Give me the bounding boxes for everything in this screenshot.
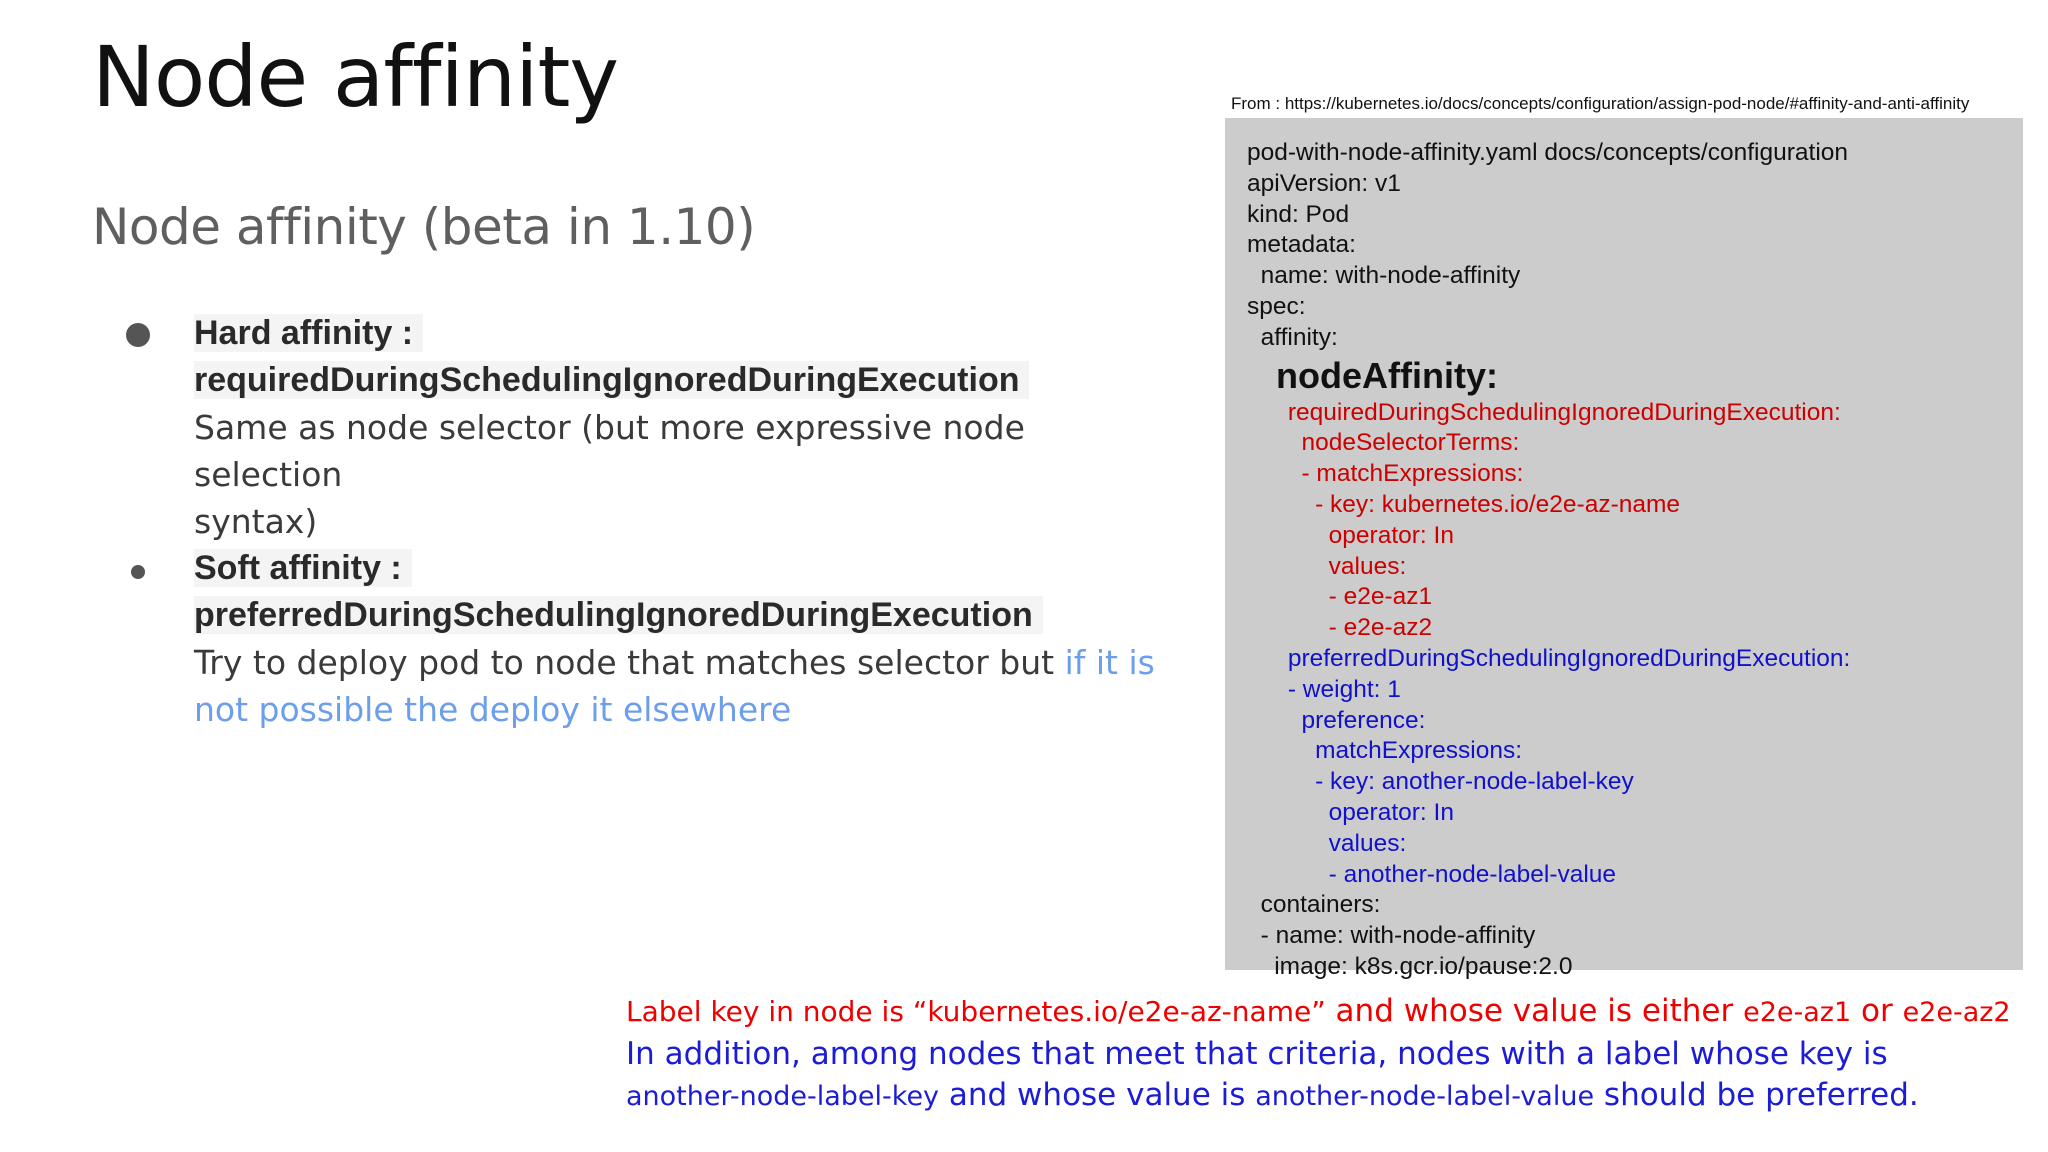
yaml-line: - weight: 1: [1247, 675, 1401, 703]
bullet-soft-affinity: [120, 545, 1180, 733]
yaml-line: preferredDuringSchedulingIgnoredDuringExecution:: [1247, 644, 1851, 672]
note-text: should be preferred.: [1594, 1077, 1919, 1113]
note-line-1: [626, 990, 2026, 1034]
yaml-line: - e2e-az1: [1247, 583, 1433, 611]
yaml-line: values:: [1247, 552, 1407, 580]
yaml-line: image: k8s.gcr.io/pause:2.0: [1247, 952, 1573, 980]
source-reference: From : https://kubernetes.io/docs/concepts/configuration/assign-pod-node/#affinity-and-anti-affinity: [1231, 94, 1970, 113]
hard-affinity-desc-line1: Same as node selector (but more expressive node selection: [194, 408, 1025, 494]
yaml-line: matchExpressions:: [1247, 737, 1523, 765]
bullet-list: [120, 310, 1180, 733]
yaml-line: - key: kubernetes.io/e2e-az-name: [1247, 490, 1681, 518]
yaml-line: - e2e-az2: [1247, 614, 1433, 642]
yaml-line: - matchExpressions:: [1247, 460, 1524, 488]
yaml-line: - another-node-label-value: [1247, 860, 1617, 888]
yaml-line: pod-with-node-affinity.yaml docs/concepts/configuration: [1247, 139, 1849, 166]
yaml-line: affinity:: [1247, 323, 1338, 351]
note-line-3: [626, 1075, 2026, 1117]
soft-affinity-desc-line2: not possible the deploy it elsewhere: [194, 690, 792, 729]
note-pref-key: another-node-label-key: [626, 1081, 940, 1112]
yaml-line: values:: [1247, 829, 1407, 857]
note-text: and whose value is either: [1325, 993, 1744, 1029]
bullet-hard-affinity: [120, 310, 1180, 545]
yaml-line: kind: Pod: [1247, 200, 1350, 228]
soft-affinity-key: preferredDuringSchedulingIgnoredDuringExecution: [194, 596, 1043, 634]
yaml-line: - name: with-node-affinity: [1247, 922, 1536, 950]
slide-title: Node affinity: [92, 28, 619, 126]
slide-subtitle: Node affinity (beta in 1.10): [92, 198, 756, 256]
yaml-line: requiredDuringSchedulingIgnoredDuringExecution:: [1247, 398, 1841, 426]
note-value-az1: e2e-az1: [1743, 997, 1852, 1028]
note-line-2: In addition, among nodes that meet that criteria, nodes with a label whose key is: [626, 1036, 1888, 1072]
note-value-az2: e2e-az2: [1902, 997, 2011, 1028]
yaml-line: operator: In: [1247, 798, 1454, 826]
yaml-line-node-affinity: nodeAffinity:: [1276, 354, 1498, 396]
note-label-key: Label key in node is “kubernetes.io/e2e-az-name”: [626, 995, 1326, 1028]
yaml-line: operator: In: [1247, 521, 1454, 549]
soft-affinity-desc-plain: Try to deploy pod to node that matches selector but: [194, 643, 1065, 682]
yaml-line: containers:: [1247, 891, 1381, 919]
note-text: or: [1851, 993, 1903, 1029]
soft-affinity-heading: Soft affinity :: [194, 549, 412, 587]
hard-affinity-desc-line2: syntax): [194, 502, 318, 541]
yaml-line: name: with-node-affinity: [1247, 262, 1521, 290]
yaml-code: [1247, 138, 2027, 983]
yaml-line: nodeSelectorTerms:: [1247, 429, 1520, 457]
hard-affinity-heading: Hard affinity :: [194, 314, 423, 352]
note-text: and whose value is: [939, 1077, 1256, 1113]
note-pref-value: another-node-label-value: [1255, 1081, 1595, 1112]
hard-affinity-key: requiredDuringSchedulingIgnoredDuringExecution: [194, 361, 1029, 399]
yaml-line: apiVersion: v1: [1247, 169, 1401, 197]
soft-affinity-desc: [194, 639, 1180, 686]
bullet-dot-icon: [131, 565, 145, 579]
yaml-line: spec:: [1247, 292, 1306, 320]
bullet-dot-icon: [126, 323, 150, 347]
yaml-line: metadata:: [1247, 231, 1356, 259]
yaml-line: preference:: [1247, 706, 1426, 734]
yaml-line: - key: another-node-label-key: [1247, 768, 1634, 796]
explanation-note: [626, 990, 2026, 1117]
soft-affinity-desc-highlight: if it is: [1064, 643, 1155, 682]
